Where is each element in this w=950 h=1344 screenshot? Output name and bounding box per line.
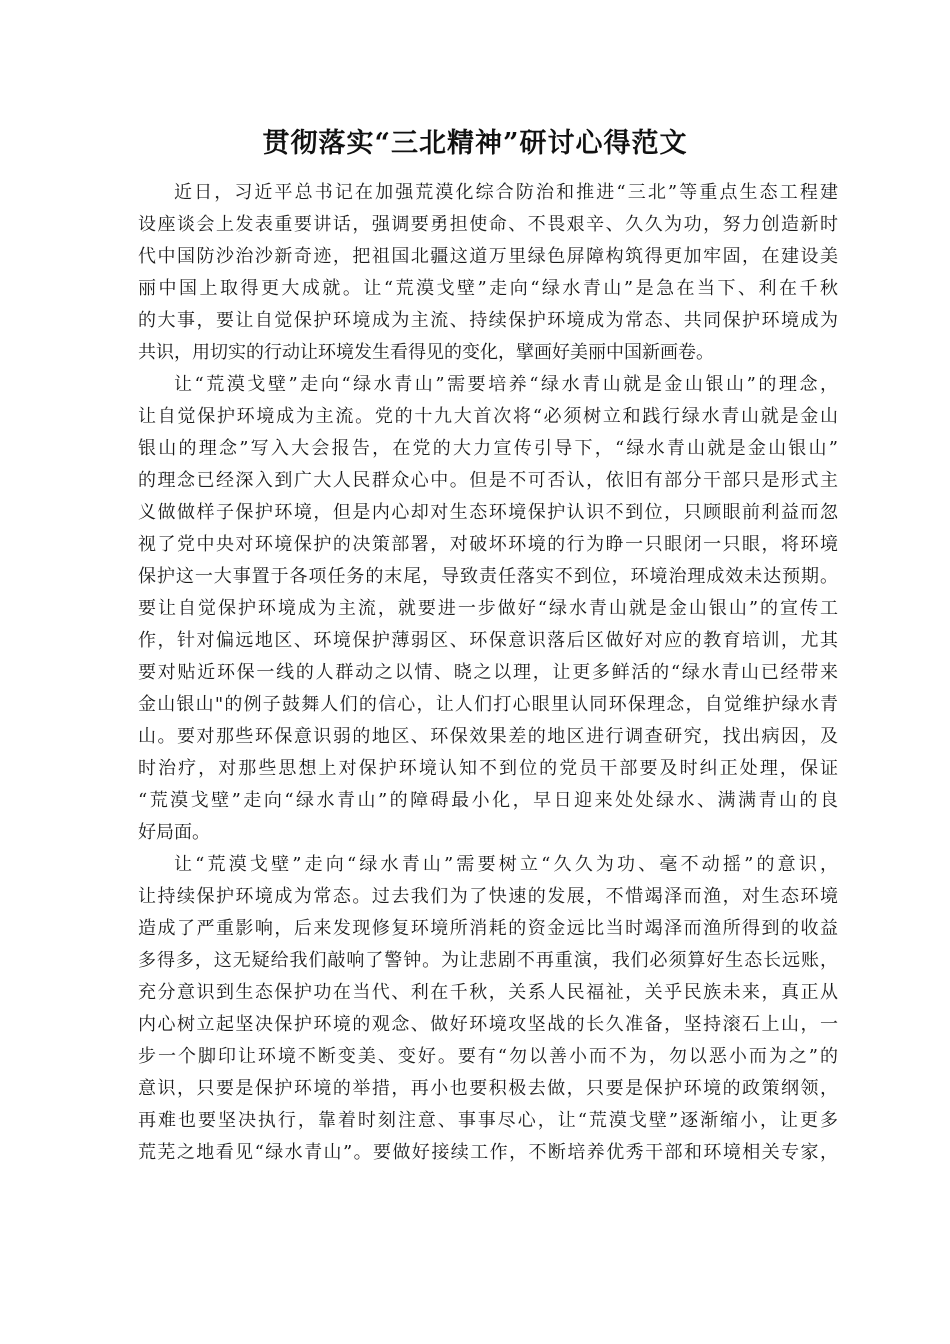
- text-line: 共识，用切实的行动让环境发生看得见的变化，擘画好美丽中国新画卷。: [138, 342, 714, 363]
- text-line: 要对贴近环保一线的人群动之以情、晓之以理，让更多鲜活的“绿水青山已经带来: [138, 662, 838, 683]
- paragraph-3: [138, 849, 838, 1169]
- text-line: 时治疗，对那些思想上对保护环境认知不到位的党员干部要及时纠正处理，保证: [138, 758, 838, 779]
- text-line: 山。要对那些环保意识弱的地区、环保效果差的地区进行调查研究，找出病因，及: [138, 726, 838, 747]
- text-line: 金山银山"的例子鼓舞人们的信心，让人们打心眼里认同环保理念，自觉维护绿水青: [138, 694, 838, 715]
- text-line: 让持续保护环境成为常态。过去我们为了快速的发展，不惜竭泽而渔，对生态环境: [138, 886, 838, 907]
- text-line: 的理念已经深入到广大人民群众心中。但是不可否认，依旧有部分干部只是形式主: [138, 470, 838, 491]
- text-line: 多得多，这无疑给我们敲响了警钟。为让悲剧不再重演，我们必须算好生态长远账，: [138, 950, 838, 971]
- text-line: 的大事，要让自觉保护环境成为主流、持续保护环境成为常态、共同保护环境成为: [138, 310, 838, 331]
- text-line: “荒漠戈壁”走向“绿水青山”的障碍最小化，早日迎来处处绿水、满满青山的良: [138, 790, 838, 811]
- text-line: 义做做样子保护环境，但是内心却对生态环境保护认识不到位，只顾眼前利益而忽: [138, 502, 838, 523]
- text-line: 设座谈会上发表重要讲话，强调要勇担使命、不畏艰辛、久久为功，努力创造新时: [138, 214, 838, 235]
- text-line: 步一个脚印让环境不断变美、变好。要有“勿以善小而不为，勿以恶小而为之”的: [138, 1046, 838, 1067]
- text-line: 近日，习近平总书记在加强荒漠化综合防治和推进“三北”等重点生态工程建: [174, 182, 838, 203]
- text-line: 视了党中央对环境保护的决策部署，对破坏环境的行为睁一只眼闭一只眼，将环境: [138, 534, 838, 555]
- text-line: 让自觉保护环境成为主流。党的十九大首次将“必须树立和践行绿水青山就是金山: [138, 406, 838, 427]
- text-line: 好局面。: [138, 822, 210, 843]
- text-line: 保护这一大事置于各项任务的末尾，导致责任落实不到位，环境治理成效未达预期。: [138, 566, 838, 587]
- document-body: [138, 177, 838, 1169]
- text-line: 银山的理念”写入大会报告，在党的大力宣传引导下，“绿水青山就是金山银山”: [138, 438, 838, 459]
- text-line: 内心树立起坚决保护环境的观念、做好环境攻坚战的长久准备，坚持滚石上山，一: [138, 1014, 838, 1035]
- text-line: 让“荒漠戈壁”走向“绿水青山”需要树立“久久为功、毫不动摇”的意识，: [174, 854, 838, 875]
- document-title: 贯彻落实“三北精神”研讨心得范文: [262, 128, 688, 159]
- text-line: 造成了严重影响，后来发现修复环境所消耗的资金远比当时竭泽而渔所得到的收益: [138, 918, 838, 939]
- text-line: 让“荒漠戈壁”走向“绿水青山”需要培养“绿水青山就是金山银山”的理念，: [174, 374, 838, 395]
- text-line: 代中国防沙治沙新奇迹，把祖国北疆这道万里绿色屏障构筑得更加牢固，在建设美: [138, 246, 838, 267]
- text-line: 荒芜之地看见“绿水青山”。要做好接续工作，不断培养优秀干部和环境相关专家，: [138, 1142, 838, 1163]
- paragraph-2: [138, 369, 838, 849]
- text-line: 作，针对偏远地区、环境保护薄弱区、环保意识落后区做好对应的教育培训，尤其: [138, 630, 838, 651]
- text-line: 要让自觉保护环境成为主流，就要进一步做好“绿水青山就是金山银山”的宣传工: [138, 598, 838, 619]
- text-line: 充分意识到生态保护功在当代、利在千秋，关系人民福祉，关乎民族未来，真正从: [138, 982, 838, 1003]
- text-line: 丽中国上取得更大成就。让“荒漠戈壁”走向“绿水青山”是急在当下、利在千秋: [138, 278, 838, 299]
- text-line: 意识，只要是保护环境的举措，再小也要积极去做，只要是保护环境的政策纲领，: [138, 1078, 838, 1099]
- paragraph-1: [138, 177, 838, 369]
- text-line: 再难也要坚决执行，靠着时刻注意、事事尽心，让“荒漠戈壁”逐渐缩小，让更多: [138, 1110, 838, 1131]
